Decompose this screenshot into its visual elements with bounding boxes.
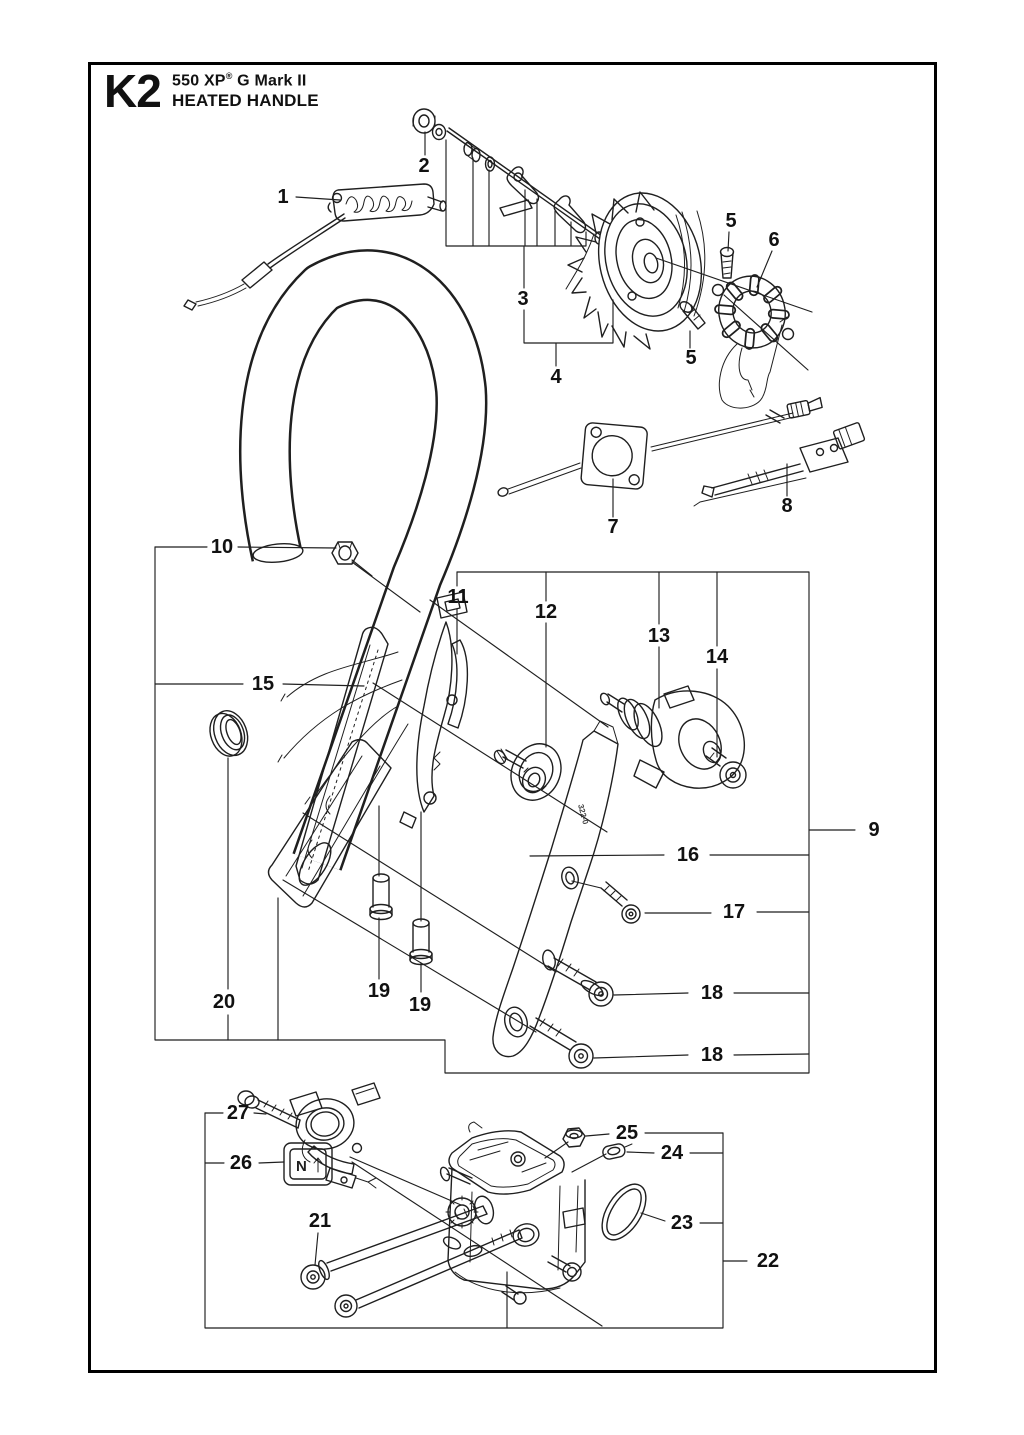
part-21-bolt-b bbox=[335, 1230, 522, 1317]
callout-10: 10 bbox=[210, 536, 234, 558]
callout-4: 4 bbox=[550, 366, 562, 388]
callout-24: 24 bbox=[660, 1142, 684, 1164]
part-10-nut bbox=[332, 542, 358, 564]
callout-19: 19 bbox=[408, 994, 432, 1016]
part-25-nut bbox=[563, 1128, 585, 1147]
part-20-grommet bbox=[204, 706, 254, 762]
callout-25: 25 bbox=[615, 1122, 639, 1144]
callout-5: 5 bbox=[725, 210, 737, 232]
part-14-socket-screw bbox=[706, 748, 746, 788]
part-23-o-ring bbox=[593, 1177, 655, 1248]
callout-6: 6 bbox=[768, 229, 780, 251]
callout-26: 26 bbox=[229, 1152, 253, 1174]
callout-22: 22 bbox=[756, 1250, 780, 1272]
part-2-nut-washer bbox=[413, 109, 446, 140]
callout-23: 23 bbox=[670, 1212, 694, 1234]
callout-11: 11 bbox=[447, 586, 469, 608]
part-12-adjuster-knob bbox=[492, 736, 570, 809]
callout-27: 27 bbox=[226, 1102, 250, 1124]
part-18-bolt-lower bbox=[530, 1018, 593, 1068]
handlebar-tube bbox=[252, 275, 461, 890]
diagram-subtitle: HEATED HANDLE bbox=[172, 91, 319, 111]
model-title-prefix: 550 XP bbox=[172, 72, 226, 90]
clamp-block-marking: N bbox=[296, 1158, 307, 1175]
callout-21: 21 bbox=[308, 1210, 332, 1232]
callout-18: 18 bbox=[700, 982, 724, 1004]
callout-16: 16 bbox=[676, 844, 700, 866]
callout-3: 3 bbox=[517, 288, 529, 310]
part-26-clamp-and-block bbox=[284, 1083, 380, 1188]
section-code: K2 bbox=[104, 65, 161, 117]
callout-20: 20 bbox=[212, 991, 236, 1013]
callout-1: 1 bbox=[277, 186, 289, 208]
callout-18: 18 bbox=[700, 1044, 724, 1066]
part-13-heater-valve-body bbox=[599, 686, 744, 788]
part-19-damper-plug-left bbox=[370, 874, 392, 920]
part-6-stator-ring bbox=[711, 269, 794, 408]
callout-9: 9 bbox=[868, 819, 880, 841]
arm-part-marking: 322-0 bbox=[576, 803, 591, 826]
part-17-screw bbox=[601, 882, 640, 923]
part-7-gasket-cable bbox=[497, 398, 823, 498]
callout-14: 14 bbox=[705, 646, 729, 668]
callout-19: 19 bbox=[367, 980, 391, 1002]
callout-2: 2 bbox=[418, 155, 430, 177]
model-title-suffix: G Mark II bbox=[232, 72, 307, 90]
part-22-heated-carb-housing bbox=[439, 1122, 585, 1304]
callout-12: 12 bbox=[534, 601, 558, 623]
part-5-screw-upper bbox=[721, 248, 734, 279]
callout-8: 8 bbox=[781, 495, 793, 517]
callout-17: 17 bbox=[722, 901, 746, 923]
callout-5: 5 bbox=[685, 347, 697, 369]
registered-trademark-icon: ® bbox=[225, 71, 233, 81]
callout-7: 7 bbox=[607, 516, 619, 538]
callout-13: 13 bbox=[647, 625, 671, 647]
callout-15: 15 bbox=[251, 673, 275, 695]
